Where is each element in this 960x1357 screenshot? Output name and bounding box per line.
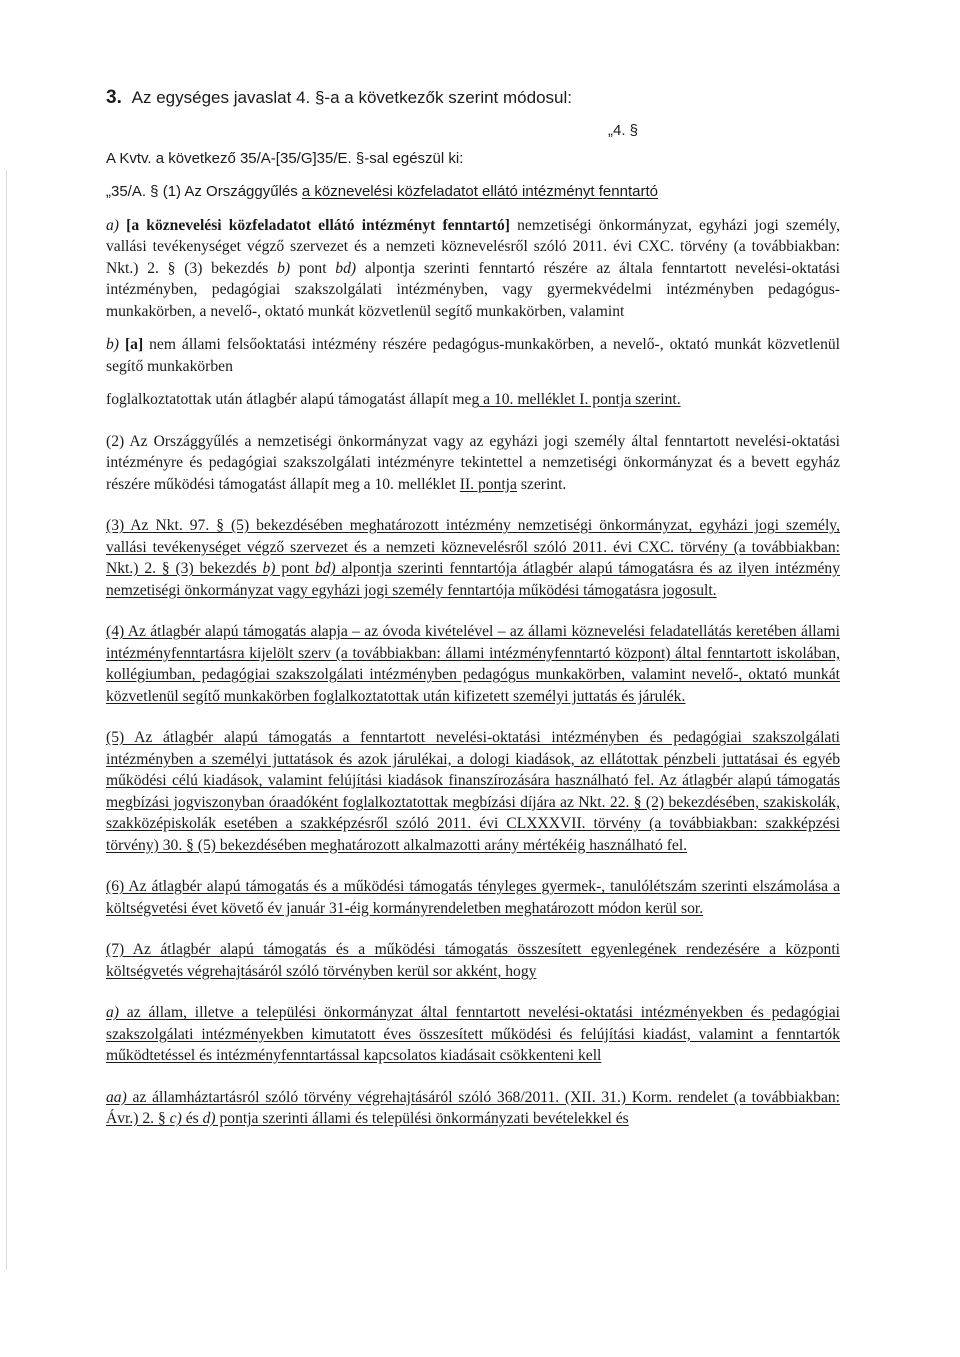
p2-text: (2) Az Országgyűlés a nemzetiségi önkormányzat vagy az egyházi jogi személy által fenntartott nevelési-oktatási intézményre és pedagógiai szakszolgálati intézményre tekintettel a nemzetiségi önkormányzat és a bevett egyház részére működési támogatást állapít meg a 10. melléklet [106,432,840,493]
point-a-text1: nemzetiségi önkormányzat, egyházi jogi személy, vallási tevékenységet végző szervezet és a nemzeti köznevelésről szóló 2011. évi CXC. törvény (a továbbiakban: Nkt.) 2. § (3) bekezdés [106,216,840,277]
paragraph-3 [106,515,840,601]
p7aa-c: c) [169,1110,182,1127]
paragraph-35a-intro [106,181,840,203]
document-page [106,86,840,1130]
point-a-label: a) [106,216,119,234]
p7a-label: a) [106,1004,119,1021]
p35a-underlined: a köznevelési közfeladatot ellátó intézményt fenntartó [301,183,658,200]
point-a-b: b) [277,259,291,277]
p7aa-mid: és [181,1110,203,1127]
kvtv-line: A Kvtv. a következő 35/A-[35/G]35/E. §-sal egészül ki: [106,149,464,167]
foglalkoztatottak-line [106,389,840,411]
p3-bd: bd) [314,560,336,577]
paragraph-4: (4) Az átlagbér alapú támogatás alapja – az óvoda kivételével – az állami köznevelési feladatellátás keretében állami intézményfenntartásra kijelölt szerv (a továbbiakban: állami intézményfenntartó központ) által fenntartott iskolában, kollégiumban, pedagógiai szakszolgálati intézményben pedagógus munkakörben, valamint nevelő-, oktató munkát közvetlenül segítő munkakörben foglalkoztatottak után kifizetett személyi juttatás és járulék. [106,623,840,705]
paragraph-2 [106,431,840,496]
point-b-text: nem állami felsőoktatási intézmény részére pedagógus-munkakörben, a nevelő-, oktató munkát közvetlenül segítő munkakörben [106,336,841,375]
p7aa-text: az államháztartásról szóló törvény végrehajtásáról szóló 368/2011. (XII. 31.) Korm. rendelet (a továbbiakban: Ávr.) 2. § [106,1088,840,1127]
paragraph-7a [106,1002,840,1067]
p2-underlined: II. pontja [459,475,517,493]
point-b-label: b) [106,336,119,353]
p7a-text: az állam, illetve a települési önkormányzat által fenntartott nevelési-oktatási intézményekben és pedagógiai szakszolgálati intézményekben kimutatott éves összesített működési és felújítási kiadást, valamint a fenntartók működtetéssel és intézményfenntartással kapcsolatos kiadásait csökkenteni kell [106,1004,840,1064]
section-mark: „4. § [607,122,638,139]
point-a-text2: pont [290,259,336,277]
point-a [106,215,840,323]
p3-a: (3) Az Nkt. 97. § (5) bekezdésében meghatározott intézmény nemzetiségi önkormányzat, egyházi jogi személy, vallási tevékenységet végző szervezet és a nemzeti köznevelésről szóló 2011. évi CXC. törvény (a továbbiakban: Nkt.) 2. § (3) bekezdés [106,517,840,577]
point-b [106,334,840,377]
heading-number: 3. [106,87,122,108]
paragraph-6: (6) Az átlagbér alapú támogatás és a működési támogatás tényleges gyermek-, tanulólétszám szerinti elszámolása a költségvetési évet követő év január 31-éig kormányrendeletben meghatározott módon kerül sor. [106,878,840,917]
paragraph-7: (7) Az átlagbér alapú támogatás és a működési támogatás összesített egyenlegének rendezésére a központi költségvetés végrehajtásáról szóló törvényben kerül sor akként, hogy [106,941,840,980]
heading-text: Az egységes javaslat 4. §-a a következők szerint módosul: [131,88,572,107]
p35a-start: „35/A. § (1) Az Országgyűlés [106,183,302,200]
p3-d: alpontja szerinti fenntartója átlagbér alapú támogatásra és az ilyen intézmény nemzetiségi önkormányzat vagy egyházi jogi személy fenntartója működési támogatásra jogosult. [106,560,840,599]
point-b-deleted-text: [a] [124,336,144,353]
p3-b: b) [262,560,276,577]
point-a-text3: alpontja szerinti fenntartó részére az általa fenntartott nevelési-oktatási intézményben, pedagógiai szakszolgálati intézményben, vagy gyermekvédelmi intézményben pedagógus-munkakörben, a nevelő-, oktató munkát közvetlenül segítő munkakörben, valamint [106,259,840,320]
p7aa-end: pontja szerinti állami és települési önkormányzati bevételekkel és [215,1110,629,1127]
p7aa-d: d) [202,1110,216,1127]
scan-margin-line [6,170,7,1270]
p7aa-label: aa) [106,1088,127,1106]
paragraph-5: (5) Az átlagbér alapú támogatás a fenntartott nevelési-oktatási intézményben és pedagógiai szakszolgálati intézményben a személyi juttatások és azok járulékai, a dologi kiadások, az ellátottak pénzbeli juttatásai és egyéb működési célú kiadások, valamint felújítási kiadások finanszírozására használható fel. Az átlagbér alapú támogatás megbízási jogviszonyban óraadóként foglalkoztatottak megbízási díjára az Nkt. 22. § (2) bekezdésében, szakiskolák, szakközépiskolák esetében a szakképzésről szóló 2011. évi CLXXXVII. törvény (a továbbiakban: szakképzési törvény) 30. § (5) bekezdésében meghatározott alkalmazotti arány mértékéig használható fel. [106,729,840,854]
fogl-underlined: a 10. melléklet I. pontja szerint. [479,391,681,408]
paragraph-7aa [106,1087,840,1130]
fogl-text: foglalkoztatottak után átlagbér alapú támogatást állapít meg [106,391,480,408]
p2-end: szerint. [516,475,567,493]
section-heading [106,86,840,110]
p3-c: pont [275,560,315,577]
point-a-bd: bd) [335,259,357,277]
point-a-deleted-text: [a köznevelési közfeladatot ellátó intézményt fenntartó] [126,216,510,234]
